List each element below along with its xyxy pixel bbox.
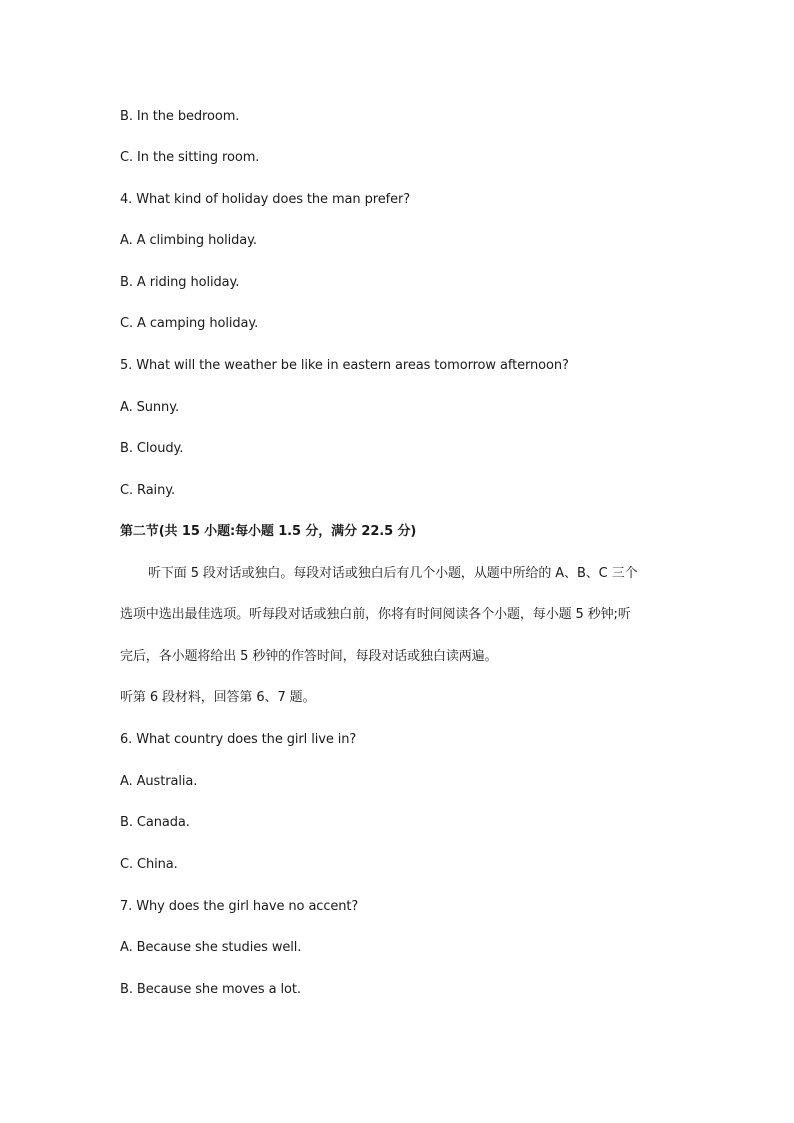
option-b-q4: B. A riding holiday.: [120, 275, 240, 290]
option-a-q6: A. Australia.: [120, 774, 198, 789]
question-5: 5. What will the weather be like in eastern areas tomorrow afternoon?: [120, 358, 569, 373]
option-b-q7: B. Because she moves a lot.: [120, 982, 301, 997]
option-b-q5: B. Cloudy.: [120, 441, 184, 456]
section-heading: 第二节(共 15 小题:每小题 1.5 分，满分 22.5 分): [120, 524, 417, 539]
option-b-q3: B. In the bedroom.: [120, 109, 240, 124]
option-a-q5: A. Sunny.: [120, 400, 179, 415]
instruction-line-2: 选项中选出最佳选项。听每段对话或独白前，你将有时间阅读各个小题，每小题 5 秒钟;听: [120, 607, 631, 622]
option-c-q5: C. Rainy.: [120, 483, 175, 498]
instruction-line-3: 完后，各小题将给出 5 秒钟的作答时间，每段对话或独白读两遍。: [120, 649, 498, 664]
instruction-line-1: 听下面 5 段对话或独白。每段对话或独白后有几个小题，从题中所给的 A、B、C 三个: [148, 566, 638, 581]
option-c-q3: C. In the sitting room.: [120, 150, 260, 165]
option-c-q6: C. China.: [120, 857, 178, 872]
option-a-q7: A. Because she studies well.: [120, 940, 302, 955]
question-6: 6. What country does the girl live in?: [120, 732, 357, 747]
option-a-q4: A. A climbing holiday.: [120, 233, 257, 248]
option-b-q6: B. Canada.: [120, 815, 190, 830]
option-c-q4: C. A camping holiday.: [120, 316, 259, 331]
question-7: 7. Why does the girl have no accent?: [120, 899, 359, 914]
material-note: 听第 6 段材料，回答第 6、7 题。: [120, 690, 316, 705]
question-4: 4. What kind of holiday does the man prefer?: [120, 192, 411, 207]
